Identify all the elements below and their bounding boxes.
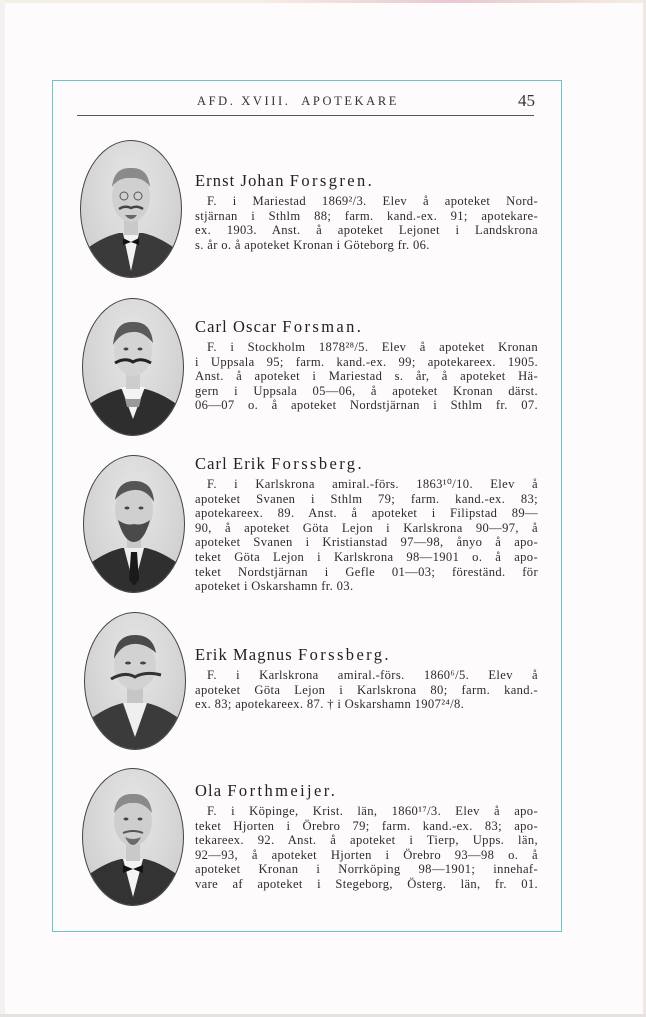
person-name (195, 171, 538, 191)
person-name (195, 645, 538, 665)
portrait-man-beard-tie-icon (84, 456, 184, 592)
biography-text (195, 340, 538, 413)
portrait-man-moustache-cravat-icon (83, 299, 183, 435)
biography-entry (195, 317, 538, 413)
biography-text (195, 668, 538, 712)
bio-line: F. i Mariestad 1869²/3. Elev å apoteket Nord- (207, 194, 538, 208)
biography-text (195, 804, 538, 892)
person-name (195, 781, 538, 801)
person-name (195, 454, 538, 474)
bio-line: F. i Köpinge, Krist. län, 1860¹⁷/3. Elev å apo- (207, 804, 538, 818)
bio-line: teket Göta Lejon i Karlskrona 98—1901 o. å apo- (195, 549, 538, 564)
bio-line: ex. 1903. Anst. å apoteket Lejonet i Landskrona (195, 223, 538, 238)
bio-line: apotekareex. 89. Anst. å apoteket i Filipstad 89— (195, 506, 538, 521)
bio-line: apoteket Svanen i Kristianstad 97—98, ånyo å apo- (195, 535, 538, 550)
header-rule (77, 115, 534, 116)
bio-line: tekareex. 92. Anst. å apoteket i Tierp, Upps. län, (195, 833, 538, 848)
biography-entry (195, 171, 538, 252)
bio-line: F. i Stockholm 1878²⁸/5. Elev å apoteket Kronan (207, 340, 538, 354)
biography-entry (195, 645, 538, 712)
surname: Forssberg. (298, 645, 391, 664)
bio-line: teket Hjorten i Örebro 79; farm. kand.-ex. 83; apo- (195, 818, 538, 833)
bio-line: Anst. å apoteket i Mariestad s. år, å apoteket Hä- (195, 369, 538, 384)
page-edge-top (0, 0, 646, 3)
portrait-3 (83, 455, 185, 593)
portrait-1 (80, 140, 182, 278)
bio-line: s. år o. å apoteket Kronan i Göteborg fr. 06. (195, 237, 430, 252)
bio-line: 90, å apoteket Göta Lejon i Karlskrona 90—97, å (195, 520, 538, 535)
portrait-man-goatee-bowtie-icon (83, 769, 183, 905)
surname: Forthmeijer. (227, 781, 338, 800)
running-head: AFD. XVIII. APOTEKARE (197, 94, 399, 108)
bio-line: gern i Uppsala 05—06, å apoteket Kronan därst. (195, 383, 538, 398)
given-names: Ola (195, 781, 228, 800)
page-edge-left (0, 0, 5, 1017)
biography-entry (195, 781, 538, 892)
bio-line: i Uppsala 95; farm. kand.-ex. 99; apotekareex. 1905. (195, 354, 538, 369)
bio-line: 06—07 o. å apoteket Nordstjärnan i Sthlm fr. 07. (195, 398, 538, 413)
biography-text (195, 194, 538, 252)
bio-line: apoteket Göta Lejon i Karlskrona 80; farm. kand.- (195, 682, 538, 697)
surname: Forssberg. (271, 454, 364, 473)
portrait-2 (82, 298, 184, 436)
portrait-man-large-moustache-icon (85, 613, 185, 749)
bio-line: ex. 83; apotekareex. 87. † i Oskarshamn 1907²⁴/8. (195, 697, 465, 712)
bio-line: stjärnan i Sthlm 88; farm. kand.-ex. 91; apotekare- (195, 208, 538, 223)
bio-line: F. i Karlskrona amiral.-förs. 1860⁶/5. Elev å (207, 668, 538, 682)
bio-line: F. i Karlskrona amiral.-förs. 1863¹⁰/10. Elev å (207, 477, 538, 491)
bio-line: apoteket Kronan i Norrköping 98—1901; innehaf- (195, 862, 538, 877)
surname: Forsman. (282, 317, 364, 336)
portrait-man-glasses-bowtie-icon (81, 141, 181, 277)
bio-line: vare af apoteket i Stegeborg, Österg. län, fr. 01. (195, 876, 538, 891)
biography-text (195, 477, 538, 594)
portrait-4 (84, 612, 186, 750)
bio-line: teket Nordstjärnan i Gefle 01—03; föreständ. för (195, 564, 538, 579)
surname: Forsgren. (289, 171, 375, 190)
bio-line: apoteket Svanen i Sthlm 79; farm. kand.-ex. 83; (195, 491, 538, 506)
bio-line: 92—93, å apoteket Hjorten i Örebro 93—98 o. å (195, 847, 538, 862)
bio-line: apoteket i Oskarshamn fr. 03. (195, 579, 354, 594)
given-names: Ernst Johan (195, 171, 290, 190)
person-name (195, 317, 538, 337)
given-names: Carl Oscar (195, 317, 283, 336)
given-names: Carl Erik (195, 454, 272, 473)
portrait-5 (82, 768, 184, 906)
given-names: Erik Magnus (195, 645, 299, 664)
biography-entry (195, 454, 538, 594)
page-number: 45 (518, 91, 535, 110)
